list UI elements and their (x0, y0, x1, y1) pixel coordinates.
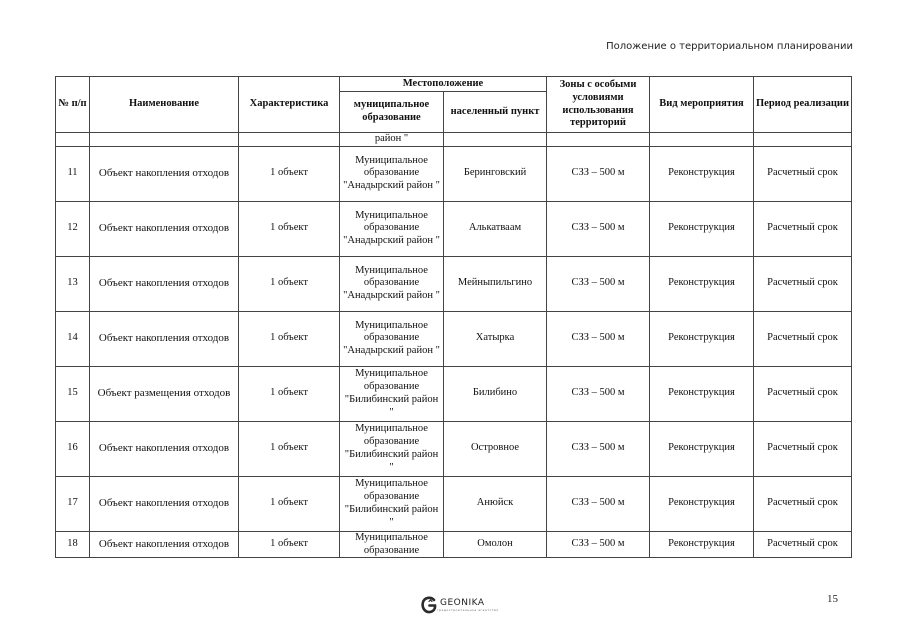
cell-municipality: Муниципальное образование (340, 531, 444, 558)
cell-measure: Реконструкция (650, 531, 754, 558)
cell-name: Объект накопления отходов (90, 531, 239, 558)
cell-name: Объект накопления отходов (90, 421, 239, 476)
cell-name: Объект размещения отходов (90, 366, 239, 421)
cell-num: 13 (56, 256, 90, 311)
cell-measure: Реконструкция (650, 201, 754, 256)
cell-period: Расчетный срок (754, 201, 852, 256)
col-header-name: Наименование (90, 77, 239, 133)
cell-measure: Реконструкция (650, 366, 754, 421)
logo-brand: GEONIKA (440, 597, 485, 608)
page-number: 15 (827, 593, 838, 605)
cell-zone: СЗЗ – 500 м (547, 366, 650, 421)
col-header-municipality: муниципальное образование (340, 92, 444, 133)
col-header-characteristic: Характеристика (239, 77, 340, 133)
table-row-continued (56, 133, 852, 147)
cell-num: 15 (56, 366, 90, 421)
cell-period: Расчетный срок (754, 476, 852, 531)
cell-period: Расчетный срок (754, 421, 852, 476)
cell-zone: СЗЗ – 500 м (547, 531, 650, 558)
cell-characteristic: 1 объект (239, 256, 340, 311)
cell-num: 17 (56, 476, 90, 531)
table-row (56, 366, 852, 421)
cell-zone: СЗЗ – 500 м (547, 201, 650, 256)
cell-period: Расчетный срок (754, 531, 852, 558)
cell-name: Объект накопления отходов (90, 476, 239, 531)
cell-num: 14 (56, 311, 90, 366)
cell-period: Расчетный срок (754, 366, 852, 421)
cell-num: 11 (56, 146, 90, 201)
cell-municipality: Муниципальное образование "Анадырский район " (340, 311, 444, 366)
cell-name: Объект накопления отходов (90, 201, 239, 256)
cell-characteristic: 1 объект (239, 476, 340, 531)
cell-municipality: район " (340, 133, 444, 147)
cell-period: Расчетный срок (754, 256, 852, 311)
cell-name: Объект накопления отходов (90, 146, 239, 201)
cell-measure: Реконструкция (650, 311, 754, 366)
cell-measure: Реконструкция (650, 256, 754, 311)
cell-characteristic: 1 объект (239, 146, 340, 201)
cell-municipality: Муниципальное образование "Билибинский район " (340, 476, 444, 531)
table-row (56, 311, 852, 366)
table-row (56, 256, 852, 311)
cell-municipality: Муниципальное образование "Билибинский район " (340, 421, 444, 476)
cell-settlement: Мейныпильгино (444, 256, 547, 311)
cell-zone: СЗЗ – 500 м (547, 421, 650, 476)
table-row (56, 201, 852, 256)
table-row (56, 531, 852, 558)
running-header: Положение о территориальном планировании (606, 41, 853, 52)
geonika-logo (421, 596, 499, 614)
cell-municipality: Муниципальное образование "Анадырский район " (340, 256, 444, 311)
geonika-logo-icon (421, 596, 437, 614)
cell-settlement: Хатырка (444, 311, 547, 366)
cell-zone: СЗЗ – 500 м (547, 311, 650, 366)
cell-num: 18 (56, 531, 90, 558)
col-header-period: Период реализации (754, 77, 852, 133)
cell-name: Объект накопления отходов (90, 311, 239, 366)
cell-characteristic: 1 объект (239, 201, 340, 256)
logo-tagline: градостроительное агентство (437, 607, 499, 612)
cell-period: Расчетный срок (754, 146, 852, 201)
planning-table (55, 76, 852, 558)
cell-zone: СЗЗ – 500 м (547, 476, 650, 531)
cell-zone: СЗЗ – 500 м (547, 256, 650, 311)
cell-measure: Реконструкция (650, 146, 754, 201)
table-row (56, 146, 852, 201)
cell-characteristic: 1 объект (239, 531, 340, 558)
col-header-location: Местоположение (340, 77, 547, 92)
cell-settlement: Алькатваам (444, 201, 547, 256)
cell-num: 16 (56, 421, 90, 476)
col-header-measure: Вид мероприятия (650, 77, 754, 133)
cell-zone: СЗЗ – 500 м (547, 146, 650, 201)
cell-settlement: Островное (444, 421, 547, 476)
cell-settlement: Омолон (444, 531, 547, 558)
table-row (56, 421, 852, 476)
cell-municipality: Муниципальное образование "Билибинский район " (340, 366, 444, 421)
cell-characteristic: 1 объект (239, 311, 340, 366)
col-header-num: № п/п (56, 77, 90, 133)
cell-name: Объект накопления отходов (90, 256, 239, 311)
cell-settlement: Беринговский (444, 146, 547, 201)
table-row (56, 476, 852, 531)
cell-municipality: Муниципальное образование "Анадырский район " (340, 146, 444, 201)
cell-municipality: Муниципальное образование "Анадырский район " (340, 201, 444, 256)
cell-settlement: Билибино (444, 366, 547, 421)
cell-measure: Реконструкция (650, 421, 754, 476)
cell-period: Расчетный срок (754, 311, 852, 366)
cell-num: 12 (56, 201, 90, 256)
cell-characteristic: 1 объект (239, 366, 340, 421)
cell-characteristic: 1 объект (239, 421, 340, 476)
cell-measure: Реконструкция (650, 476, 754, 531)
col-header-zones: Зоны с особыми условиями использования территорий (547, 77, 650, 133)
col-header-settlement: населенный пункт (444, 92, 547, 133)
cell-settlement: Анюйск (444, 476, 547, 531)
